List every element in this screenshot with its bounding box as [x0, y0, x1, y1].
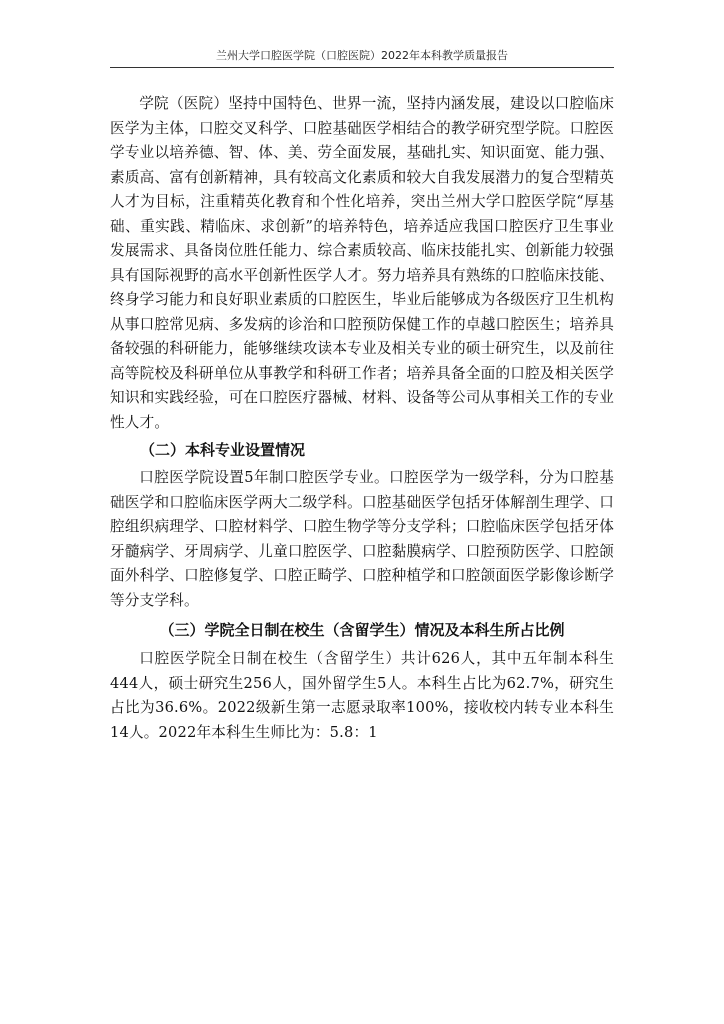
- document-body: [110, 92, 614, 745]
- students-paragraph: 口腔医学院全日制在校生（含留学生）共计626人，其中五年制本科生444人，硕士研究生256人，国外留学生5人。本科生占比为62.7%，研究生占比为36.6%。2022级新生第一志愿录取率100%，接收校内转专业本科生14人。2022年本科生生师比为：5.8：1: [110, 650, 614, 741]
- majors-paragraph: 口腔医学院设置5年制口腔医学专业。口腔医学为一级学科，分为口腔基础医学和口腔临床医学两大二级学科。口腔基础医学包括牙体解剖生理学、口腔组织病理学、口腔材料学、口腔生物学等分支学科；口腔临床医学包括牙体牙髓病学、牙周病学、儿童口腔医学、口腔黏膜病学、口腔预防医学、口腔颌面外科学、口腔修复学、口腔正畸学、口腔种植学和口腔颌面医学影像诊断学等分支学科。: [110, 469, 614, 609]
- section-heading-students: （三）学院全日制在校生（含留学生）情况及本科生所占比例: [159, 621, 565, 639]
- section-heading-majors: （二）本科专业设置情况: [140, 441, 306, 459]
- page-header: 兰州大学口腔医学院（口腔医院）2022年本科教学质量报告: [216, 49, 508, 62]
- header-divider: [110, 67, 614, 68]
- intro-paragraph: 学院（医院）坚持中国特色、世界一流，坚持内涵发展，建设以口腔临床医学为主体，口腔交叉科学、口腔基础医学相结合的教学研究型学院。口腔医学专业以培养德、智、体、美、劳全面发展，基础扎实、知识面宽、能力强、素质高、富有创新精神，具有较高文化素质和较大自我发展潜力的复合型精英人才为目标，注重精英化教育和个性化培养，突出兰州大学口腔医学院“厚基础、重实践、精临床、求创新”的培养特色，培养适应我国口腔医疗卫生事业发展需求、具备岗位胜任能力、综合素质较高、临床技能扎实、创新能力较强具有国际视野的高水平创新性医学人才。努力培养具有熟练的口腔临床技能、终身学习能力和良好职业素质的口腔医生，毕业后能够成为各级医疗卫生机构从事口腔常见病、多发病的诊治和口腔预防保健工作的卓越口腔医生；培养具备较强的科研能力，能够继续攻读本专业及相关专业的硕士研究生，以及前往高等院校及科研单位从事教学和科研工作者；培养具备全面的口腔及相关医学知识和实践经验，可在口腔医疗器械、材料、设备等公司从事相关工作的专业性人才。: [110, 95, 614, 431]
